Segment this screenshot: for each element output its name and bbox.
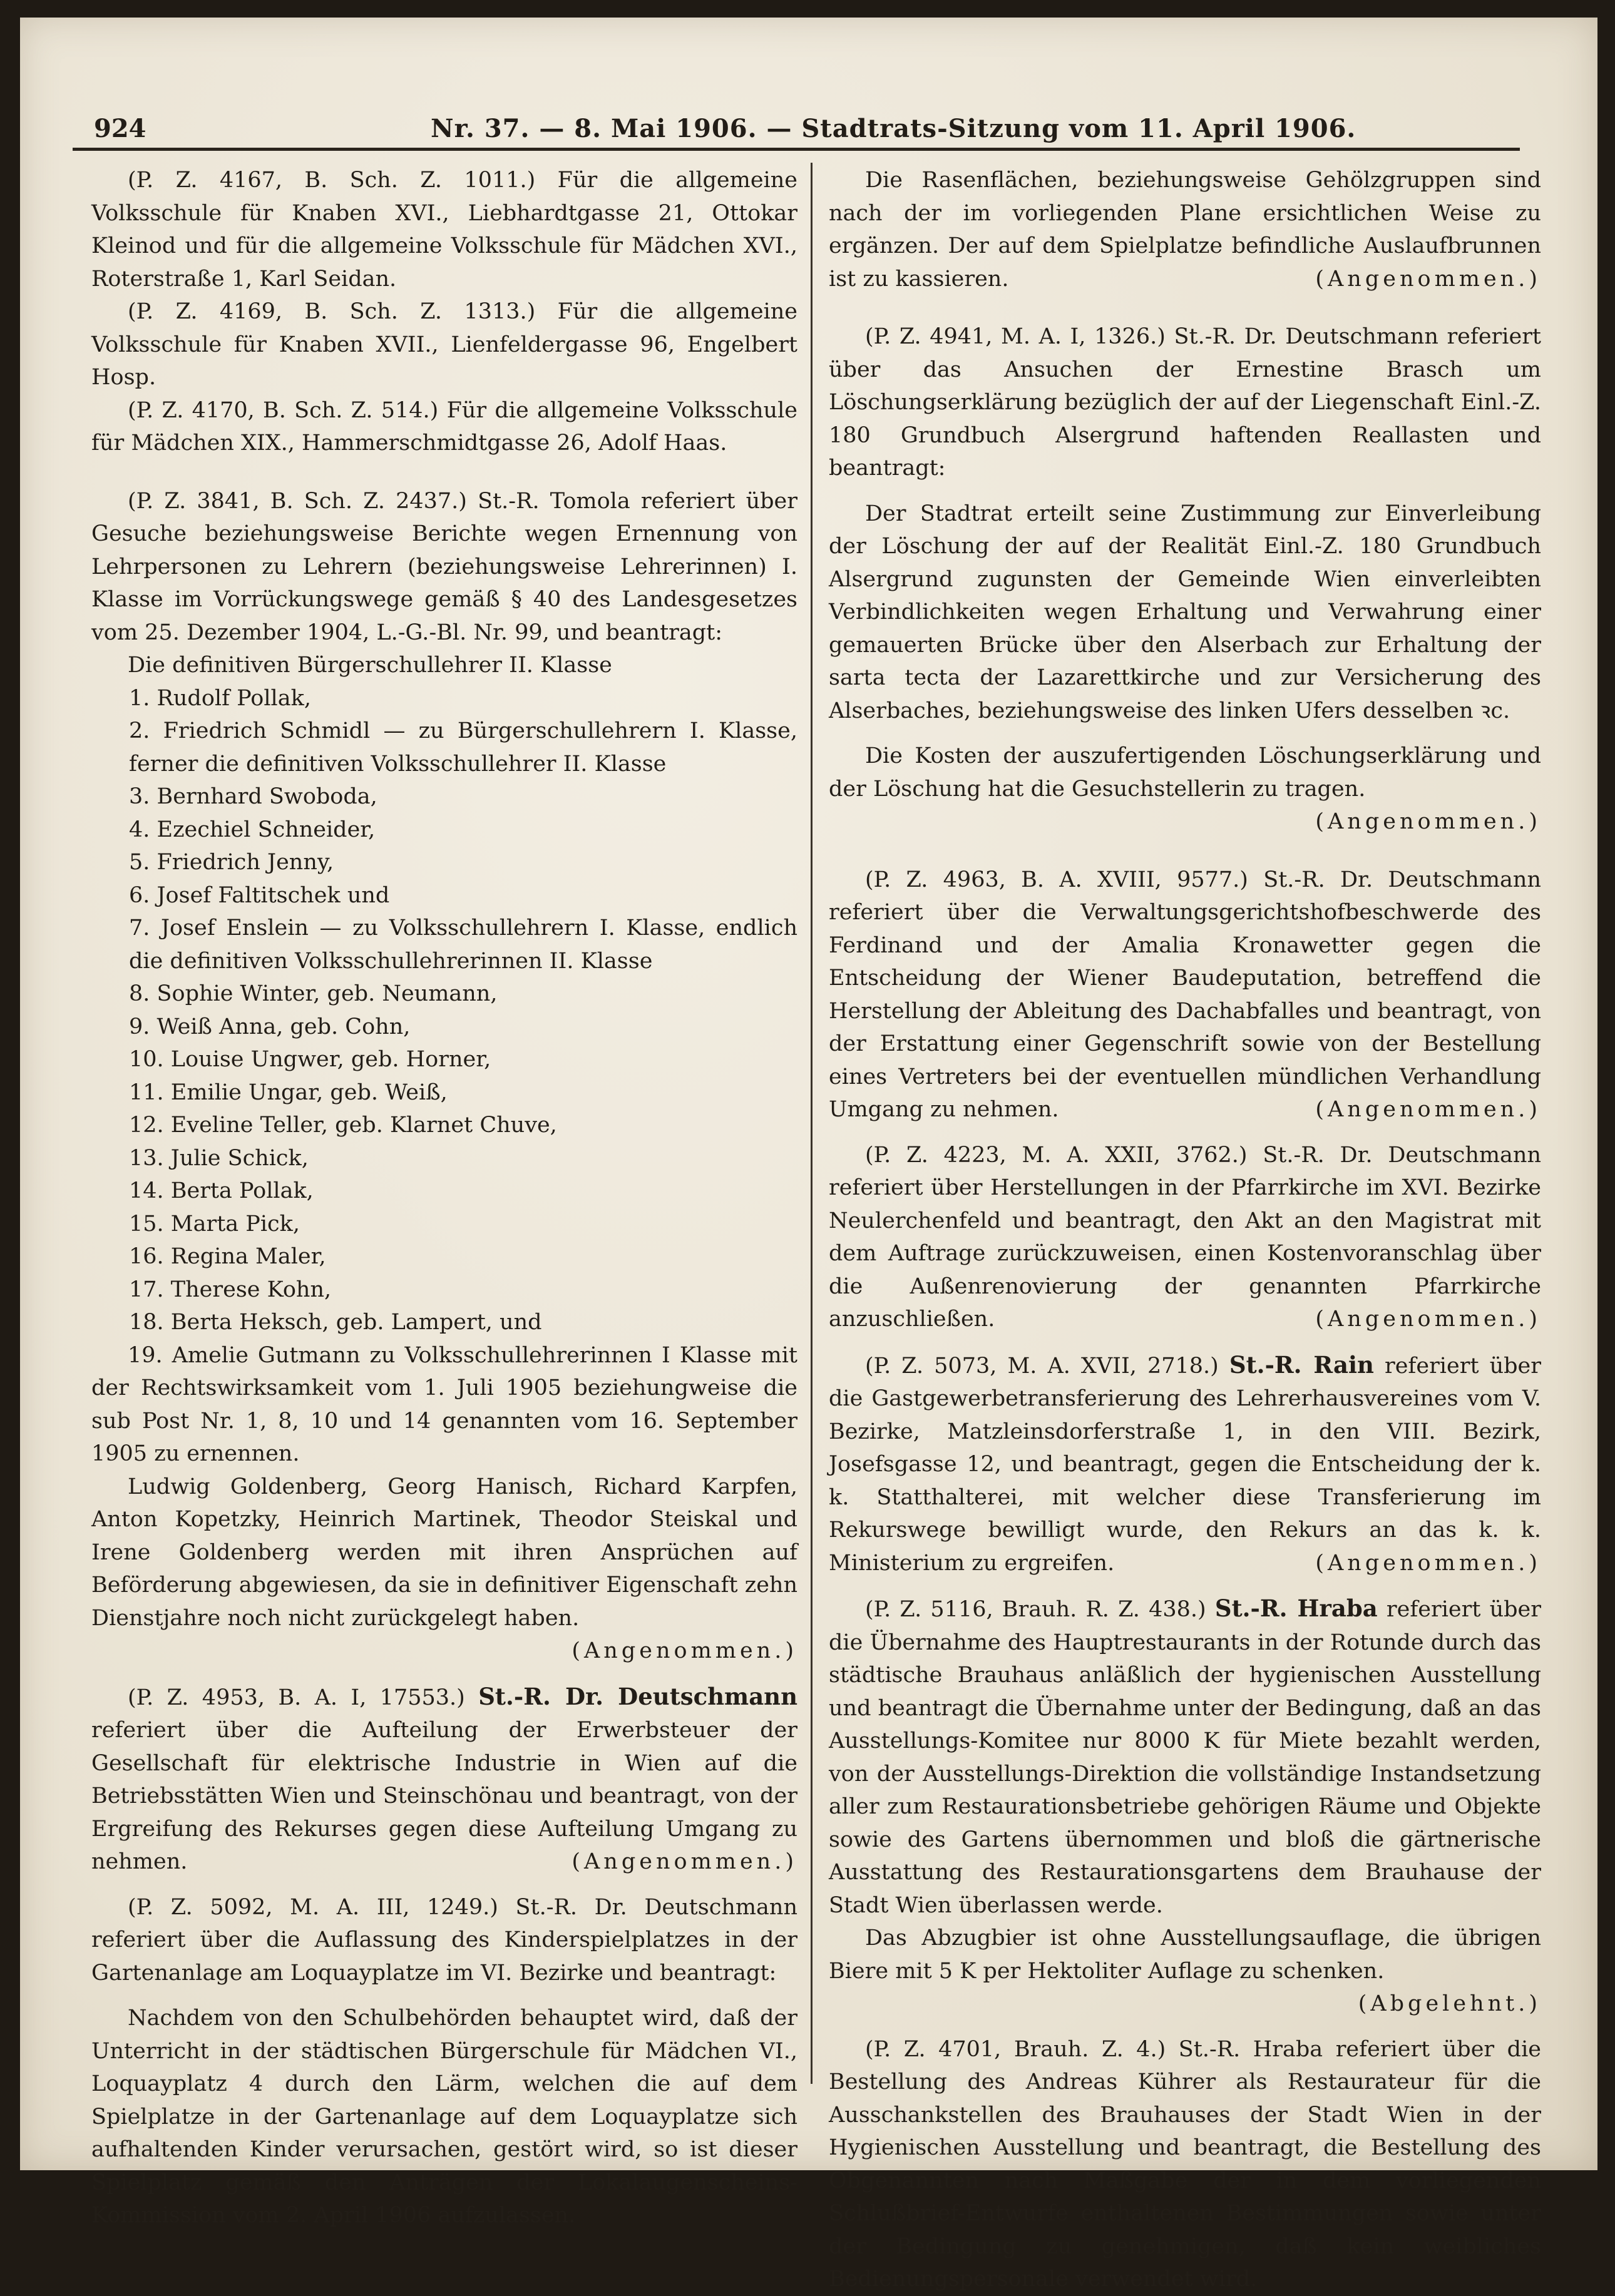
paragraph-text: referiert über die Aufteilung der Erwerbsteuer der Gesellschaft für elektrische Industrie in Wien auf die Betriebsstätten Wien und Steinschönau und beantragt, von der Ergreifung des Rekurses gegen diese Aufteilung Umgang zu nehmen.: [91, 1718, 797, 1874]
list-item: 6. Josef Faltitschek und: [129, 882, 390, 908]
paragraph: [829, 1592, 1541, 1922]
paragraph: 19. Amelie Gutmann zu Volksschullehrerinnen I Klasse mit der Rechtswirksamkeit vom 1. Juli 1905 beziehungweise die sub Post Nr. 1, 8, 10 und 14 genannten vom 16. September 1905 zu ernennen.: [91, 1342, 797, 1466]
resolution-result: (Angenommen.): [1315, 1550, 1541, 1576]
list-item: 1. Rudolf Pollak,: [129, 685, 311, 711]
paragraph: Der Stadtrat erteilt seine Zustimmung zur Einverleibung der Löschung der auf der Realität Einl.-Z. 180 Grundbuch Alsergrund zugunsten der Gemeinde Wien einverleibten Verbindlichkeiten wegen Erhaltung und Verwahrung einer gemauerten Brücke über den Alserbach zur Erhaltung der sarta tecta der Lazarettkirche und zur Versicherung des Alserbaches, beziehungsweise des linken Ufers desselben ꝛc.: [829, 501, 1541, 723]
list-item: 16. Regina Maler,: [129, 1244, 326, 1269]
list-item: 17. Therese Kohn,: [129, 1277, 332, 1302]
paragraph: (P. Z. 4701, Brauh. Z. 4.) St.-R. Hraba referiert über die Bestellung des Andreas Kührer als Restaurateur für die Ausschankstellen des Brauhauses der Stadt Wien in der Hygienischen Ausstellung und beantragt, die Bestellung des Obgenannten nach Maßgabe der in dem vorliegenden Schlußbrief-Entwurfe enthaltenen Bestimmungen sowie unter der Bedingung zu genehmigen, daß kein weibliches Bedienungspersonale verwendet wird.: [829, 2036, 1541, 2292]
paragraph-text: Die Kosten der auszufertigenden Löschungserklärung und der Löschung hat die Gesuchstellerin zu tragen.: [829, 743, 1541, 802]
paragraph: (P. Z. 4941, M. A. I, 1326.) St.-R. Dr. Deutschmann referiert über das Ansuchen der Ernestine Brasch um Löschungserklärung bezüglich der auf der Liegenschaft Einl.-Z. 180 Grundbuch Alsergrund haftenden Reallasten und beantragt:: [829, 324, 1541, 481]
paragraph-text: referiert über die Gastgewerbetransferierung des Lehrerhausvereines vom V. Bezirke, Matzleinsdorferstraße 1, in den VIII. Bezirk, Josefsgasse 12, und beantragt, gegen die Entscheidung der k. k. Statthalterei, mit welcher diese Transferierung im Rekurswege bewilligt wurde, den Rekurs an das k. k. Ministerium zu ergreifen.: [829, 1353, 1541, 1576]
list-item: 9. Weiß Anna, geb. Cohn,: [129, 1014, 411, 1039]
list-item: 2. Friedrich Schmidl — zu Bürgerschullehrern I. Klasse, ferner die definitiven Volksschullehrer II. Klasse: [129, 718, 797, 777]
header-rule: [73, 148, 1520, 151]
list-item: 8. Sophie Winter, geb. Neumann,: [129, 981, 498, 1006]
paragraph-text: (P. Z. 4223, M. A. XXII, 3762.) St.-R. Dr. Deutschmann referiert über Herstellungen in der Pfarrkirche im XVI. Bezirke Neulerchenfeld und beantragt, den Akt an den Magistrat mit dem Auftrage zurückzuweisen, einen Kostenvoranschlag über die Außenrenovierung der genannten Pfarrkirche anzuschließen.: [829, 1142, 1541, 1332]
paragraph: [829, 864, 1541, 1126]
running-head: Nr. 37. — 8. Mai 1906. — Stadtrats-Sitzung vom 11. April 1906.: [431, 114, 1356, 143]
column-divider: [811, 163, 813, 2084]
paragraph: [91, 1680, 797, 1879]
list-item: 13. Julie Schick,: [129, 1145, 309, 1171]
resolution-result: (Abgelehnt.): [1358, 1991, 1541, 2016]
paragraph-text: Die Rasenflächen, beziehungsweise Gehölzgruppen sind nach der im vorliegenden Plane ersichtlichen Weise zu ergänzen. Der auf dem Spielplatze befindliche Auslaufbrunnen ist zu kassieren.: [829, 168, 1541, 292]
resolution-result: (Angenommen.): [1315, 1307, 1541, 1332]
resolution-result: (Angenommen.): [572, 1638, 797, 1663]
reference-number: (P. Z. 4953, B. A. I, 17553.): [128, 1685, 465, 1710]
paragraph: (P. Z. 3841, B. Sch. Z. 2437.) St.-R. Tomola referiert über Gesuche beziehungsweise Berichte wegen Ernennung von Lehrpersonen zu Lehrern (beziehungsweise Lehrerinnen) I. Klasse im Vorrückungswege gemäß § 40 des Landesgesetzes vom 25. Dezember 1904, L.-G.-Bl. Nr. 99, und beantragt:: [91, 488, 797, 645]
paragraph-text: (P. Z. 4963, B. A. XVIII, 9577.) St.-R. Dr. Deutschmann referiert über die Verwaltungsgerichtshofbeschwerde des Ferdinand und der Amalia Kronawetter gegen die Entscheidung der Wiener Baudeputation, betreffend die Herstellung der Ableitung des Dachabfalles und beantragt, von der Erstattung einer Gegenschrift sowie von der Bestellung eines Vertreters bei der eventuellen mündlichen Verhandlung Umgang zu nehmen.: [829, 867, 1541, 1122]
paragraph: (P. Z. 4170, B. Sch. Z. 514.) Für die allgemeine Volksschule für Mädchen XIX., Hammerschmidtgasse 26, Adolf Haas.: [91, 397, 797, 456]
reference-number: (P. Z. 5116, Brauh. R. Z. 438.): [865, 1597, 1206, 1622]
paragraph: (P. Z. 4169, B. Sch. Z. 1313.) Für die allgemeine Volksschule für Knaben XVII., Lienfeldergasse 96, Engelbert Hosp.: [91, 299, 797, 390]
list-item: 10. Louise Ungwer, geb. Horner,: [129, 1047, 491, 1072]
paragraph: [829, 1139, 1541, 1336]
paragraph-text: Das Abzugbier ist ohne Ausstellungsauflage, die übrigen Biere mit 5 K per Hektoliter Auflage zu schenken.: [829, 1926, 1541, 1984]
speaker-name: St.-R. Hraba: [1214, 1594, 1378, 1622]
list-item: 7. Josef Enslein — zu Volksschullehrern I. Klasse, endlich die definitiven Volksschullehrerinnen II. Klasse: [129, 916, 797, 974]
right-column: [829, 164, 1541, 2296]
list-item: 11. Emilie Ungar, geb. Weiß,: [129, 1079, 448, 1105]
paragraph: [829, 740, 1541, 839]
page-number: 924: [94, 114, 146, 143]
resolution-result: (Angenommen.): [1315, 809, 1541, 834]
paragraph: (P. Z. 4167, B. Sch. Z. 1011.) Für die allgemeine Volksschule für Knaben XVI., Liebhardtgasse 21, Ottokar Kleinod und für die allgemeine Volksschule für Mädchen XVI., Roterstraße 1, Karl Seidan.: [91, 168, 797, 292]
paragraph: [829, 1922, 1541, 2021]
paragraph: [91, 1471, 797, 1668]
list-item: 12. Eveline Teller, geb. Klarnet Chuve,: [129, 1113, 557, 1138]
paragraph-text: Ludwig Goldenberg, Georg Hanisch, Richard Karpfen, Anton Kopetzky, Heinrich Martinek, Theodor Steiskal und Irene Goldenberg werden mit ihren Ansprüchen auf Beförderung abgewiesen, da sie in definitiver Eigenschaft zehn Dienstjahre noch nicht zurückgelegt haben.: [91, 1474, 797, 1631]
left-column: [91, 164, 797, 2232]
reference-number: (P. Z. 5073, M. A. XVII, 2718.): [865, 1353, 1219, 1379]
paragraph: Nachdem von den Schulbehörden behauptet wird, daß der Unterricht in der städtischen Bürgerschule für Mädchen VI., Loquayplatz 4 durch den Lärm, welchen die auf dem Spielplatze in der Gartenanlage auf dem Loquayplatze sich aufhaltenden Kinder verursachen, gestört wird, so ist dieser Spielplatz gemäß den Anträgen der Lokalaugenscheins-Kommission vom 2. April 1906 aufzulassen.: [91, 2006, 797, 2228]
resolution-result: (Angenommen.): [572, 1849, 797, 1874]
paragraph: (P. Z. 5092, M. A. III, 1249.) St.-R. Dr. Deutschmann referiert über die Auflassung des Kinderspielplatzes in der Gartenanlage am Loquayplatze im VI. Bezirke und beantragt:: [91, 1894, 797, 1986]
list-item: 18. Berta Heksch, geb. Lampert, und: [129, 1310, 542, 1335]
list-item: 4. Ezechiel Schneider,: [129, 817, 376, 842]
paragraph: [829, 1349, 1541, 1580]
list-item: 14. Berta Pollak,: [129, 1178, 314, 1203]
list-item: 3. Bernhard Swoboda,: [129, 784, 377, 809]
list-item: 5. Friedrich Jenny,: [129, 850, 334, 875]
list-item: 15. Marta Pick,: [129, 1211, 300, 1237]
paragraph-text: referiert über die Übernahme des Hauptrestaurants in der Rotunde durch das städtische Brauhaus anläßlich der hygienischen Ausstellung und beantragt die Übernahme unter der Bedingung, daß an das Ausstellungs-Komitee nur 8000 K für Miete bezahlt werden, von der Ausstellungs-Direktion die vollständige Instandsetzung aller zum Restaurationsbetriebe gehörigen Räume und Objekte sowie des Gartens übernommen und bloß die gärtnerische Ausstattung des Restaurationsgartens dem Brauhause der Stadt Wien überlassen werde.: [829, 1597, 1541, 1918]
paragraph: [829, 164, 1541, 295]
speaker-name: St.-R. Dr. Deutschmann: [478, 1682, 797, 1710]
paragraph: Die definitiven Bürgerschullehrer II. Klasse: [128, 653, 612, 678]
resolution-result: (Angenommen.): [1315, 1097, 1541, 1122]
resolution-result: (Angenommen.): [1315, 266, 1541, 292]
speaker-name: St.-R. Rain: [1229, 1350, 1374, 1379]
